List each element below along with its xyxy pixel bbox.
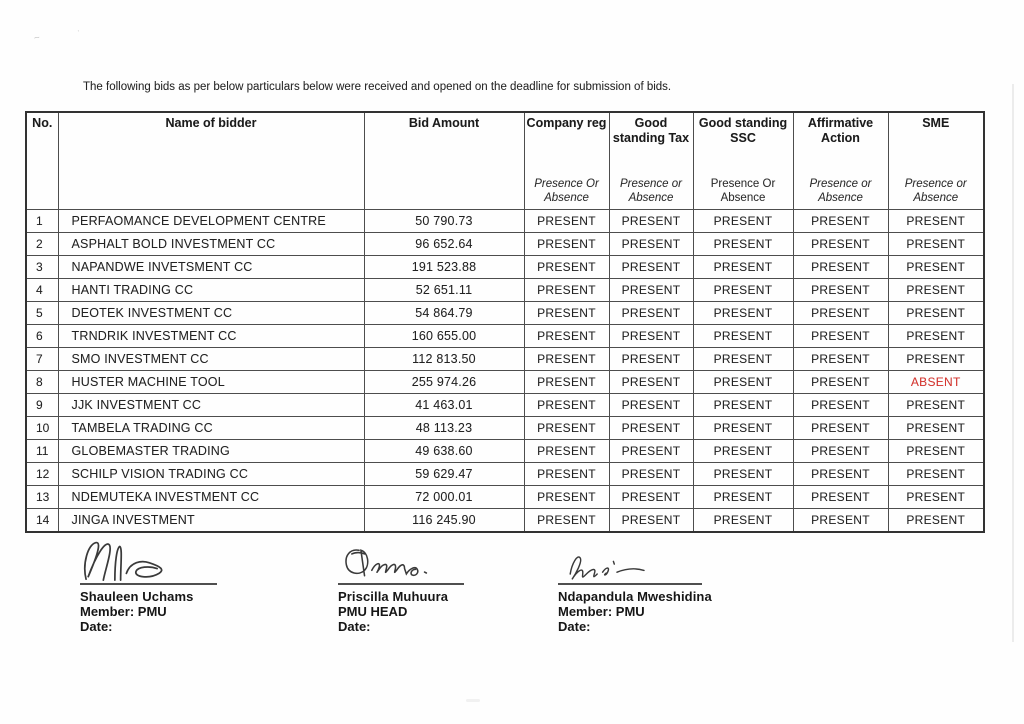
signature-scribble-icon [338,543,462,583]
signatory-role: Member: PMU [80,604,167,619]
cell-amount: 49 638.60 [364,440,524,463]
column-header-good-standing-tax [609,112,693,210]
cell-tax: PRESENT [609,302,693,325]
signatory-role: PMU HEAD [338,604,408,619]
cell-sme: PRESENT [888,233,984,256]
column-label: Name of bidder [165,116,257,130]
cell-name: SMO INVESTMENT CC [58,348,364,371]
cell-ssc: PRESENT [693,463,793,486]
cell-name: DEOTEK INVESTMENT CC [58,302,364,325]
cell-affirmative: PRESENT [793,256,888,279]
cell-company-reg: PRESENT [524,256,609,279]
scan-edge-line [1012,84,1014,642]
column-label: Affirmative Action [807,116,874,145]
column-header-bid-amount [364,112,524,210]
cell-tax: PRESENT [609,233,693,256]
column-subheader: Presence or Absence [809,178,872,204]
cell-no: 6 [26,325,58,348]
cell-name: TRNDRIK INVESTMENT CC [58,325,364,348]
cell-affirmative: PRESENT [793,325,888,348]
cell-tax: PRESENT [609,371,693,394]
cell-affirmative: PRESENT [793,233,888,256]
signatory-name: Priscilla Muhuura [338,589,449,604]
table-row [26,417,984,440]
column-label: Company reg [526,116,607,130]
cell-no: 11 [26,440,58,463]
cell-name: TAMBELA TRADING CC [58,417,364,440]
cell-name: GLOBEMASTER TRADING [58,440,364,463]
cell-affirmative: PRESENT [793,371,888,394]
cell-sme: PRESENT [888,394,984,417]
cell-company-reg: PRESENT [524,279,609,302]
table-row [26,440,984,463]
header-row [26,112,984,210]
table-row [26,256,984,279]
signature-date-label: Date: [558,619,591,634]
cell-amount: 48 113.23 [364,417,524,440]
cell-tax: PRESENT [609,509,693,532]
table-row [26,279,984,302]
cell-affirmative: PRESENT [793,509,888,532]
cell-ssc: PRESENT [693,509,793,532]
cell-tax: PRESENT [609,325,693,348]
signature-line [338,535,464,585]
table-row [26,509,984,532]
cell-affirmative: PRESENT [793,417,888,440]
signature-scribble-icon [80,535,215,583]
column-header-no [26,112,58,210]
cell-sme: ABSENT [888,371,984,394]
cell-sme: PRESENT [888,325,984,348]
cell-sme: PRESENT [888,486,984,509]
table-row [26,302,984,325]
cell-amount: 191 523.88 [364,256,524,279]
signatory-name: Shauleen Uchams [80,589,194,604]
cell-ssc: PRESENT [693,325,793,348]
cell-sme: PRESENT [888,440,984,463]
column-subheader: Presence Or Absence [534,178,599,204]
cell-amount: 160 655.00 [364,325,524,348]
cell-affirmative: PRESENT [793,279,888,302]
cell-sme: PRESENT [888,210,984,233]
cell-name: ASPHALT BOLD INVESTMENT CC [58,233,364,256]
cell-amount: 72 000.01 [364,486,524,509]
cell-company-reg: PRESENT [524,440,609,463]
cell-company-reg: PRESENT [524,463,609,486]
cell-amount: 255 974.26 [364,371,524,394]
table-row [26,325,984,348]
cell-affirmative: PRESENT [793,302,888,325]
cell-company-reg: PRESENT [524,233,609,256]
cell-amount: 116 245.90 [364,509,524,532]
signature-date-label: Date: [338,619,371,634]
cell-company-reg: PRESENT [524,325,609,348]
column-label: Bid Amount [408,116,480,130]
cell-company-reg: PRESENT [524,371,609,394]
cell-sme: PRESENT [888,279,984,302]
column-label: SME [922,116,950,130]
cell-no: 1 [26,210,58,233]
cell-tax: PRESENT [609,256,693,279]
column-subheader: Presence Or Absence [710,178,776,204]
cell-sme: PRESENT [888,348,984,371]
cell-name: PERFAOMANCE DEVELOPMENT CENTRE [58,210,364,233]
cell-no: 12 [26,463,58,486]
cell-sme: PRESENT [888,463,984,486]
cell-company-reg: PRESENT [524,486,609,509]
table-row [26,486,984,509]
cell-name: SCHILP VISION TRADING CC [58,463,364,486]
cell-name: JINGA INVESTMENT [58,509,364,532]
column-header-name-of-bidder [58,112,364,210]
table-row [26,233,984,256]
cell-ssc: PRESENT [693,210,793,233]
cell-amount: 59 629.47 [364,463,524,486]
scan-artifact: · [76,25,81,36]
cell-sme: PRESENT [888,256,984,279]
signature-date-label: Date: [80,619,113,634]
cell-amount: 41 463.01 [364,394,524,417]
cell-affirmative: PRESENT [793,210,888,233]
cell-ssc: PRESENT [693,486,793,509]
cell-tax: PRESENT [609,348,693,371]
cell-tax: PRESENT [609,440,693,463]
column-header-affirmative-action [793,112,888,210]
cell-no: 10 [26,417,58,440]
table-row [26,394,984,417]
cell-name: JJK INVESTMENT CC [58,394,364,417]
cell-no: 14 [26,509,58,532]
column-header-sme [888,112,984,210]
cell-affirmative: PRESENT [793,348,888,371]
cell-amount: 50 790.73 [364,210,524,233]
signature-block [558,535,712,634]
signatory-role: Member: PMU [558,604,645,619]
cell-affirmative: PRESENT [793,463,888,486]
column-subheader: Presence or Absence [904,178,967,204]
cell-no: 7 [26,348,58,371]
cell-affirmative: PRESENT [793,440,888,463]
cell-no: 13 [26,486,58,509]
cell-no: 9 [26,394,58,417]
cell-name: HANTI TRADING CC [58,279,364,302]
cell-affirmative: PRESENT [793,486,888,509]
cell-amount: 96 652.64 [364,233,524,256]
signature-block [338,535,464,634]
signature-scribble-icon [558,547,676,583]
column-subheader: Presence or Absence [619,178,682,204]
column-header-company-reg [524,112,609,210]
cell-no: 8 [26,371,58,394]
signature-line [558,535,702,585]
signature-block [80,535,217,634]
cell-amount: 54 864.79 [364,302,524,325]
cell-ssc: PRESENT [693,394,793,417]
cell-ssc: PRESENT [693,233,793,256]
table-row [26,371,984,394]
cell-name: NDEMUTEKA INVESTMENT CC [58,486,364,509]
cell-company-reg: PRESENT [524,394,609,417]
table-row [26,463,984,486]
cell-ssc: PRESENT [693,348,793,371]
column-label: Good standing SSC [698,116,788,145]
cell-company-reg: PRESENT [524,348,609,371]
cell-tax: PRESENT [609,210,693,233]
signature-line [80,535,217,585]
bid-table [25,111,985,533]
signatory-name: Ndapandula Mweshidina [558,589,712,604]
column-label: Good standing Tax [612,116,690,145]
cell-no: 2 [26,233,58,256]
cell-company-reg: PRESENT [524,417,609,440]
cell-tax: PRESENT [609,394,693,417]
intro-text: The following bids as per below particulars below were received and opened on the deadline for submission of bids. [83,81,672,93]
scan-artifact: ~ [32,32,40,45]
scan-artifact [466,699,480,702]
cell-company-reg: PRESENT [524,302,609,325]
table-row [26,348,984,371]
cell-no: 4 [26,279,58,302]
cell-sme: PRESENT [888,417,984,440]
cell-ssc: PRESENT [693,256,793,279]
cell-sme: PRESENT [888,509,984,532]
cell-company-reg: PRESENT [524,210,609,233]
cell-ssc: PRESENT [693,302,793,325]
table-row [26,210,984,233]
cell-tax: PRESENT [609,463,693,486]
cell-name: NAPANDWE INVETSMENT CC [58,256,364,279]
cell-ssc: PRESENT [693,440,793,463]
cell-ssc: PRESENT [693,371,793,394]
cell-amount: 112 813.50 [364,348,524,371]
cell-tax: PRESENT [609,486,693,509]
cell-no: 3 [26,256,58,279]
cell-name: HUSTER MACHINE TOOL [58,371,364,394]
cell-ssc: PRESENT [693,417,793,440]
cell-sme: PRESENT [888,302,984,325]
cell-affirmative: PRESENT [793,394,888,417]
cell-company-reg: PRESENT [524,509,609,532]
cell-tax: PRESENT [609,279,693,302]
cell-amount: 52 651.11 [364,279,524,302]
cell-tax: PRESENT [609,417,693,440]
column-header-good-standing-ssc [693,112,793,210]
cell-no: 5 [26,302,58,325]
cell-ssc: PRESENT [693,279,793,302]
column-label: No. [32,116,53,130]
